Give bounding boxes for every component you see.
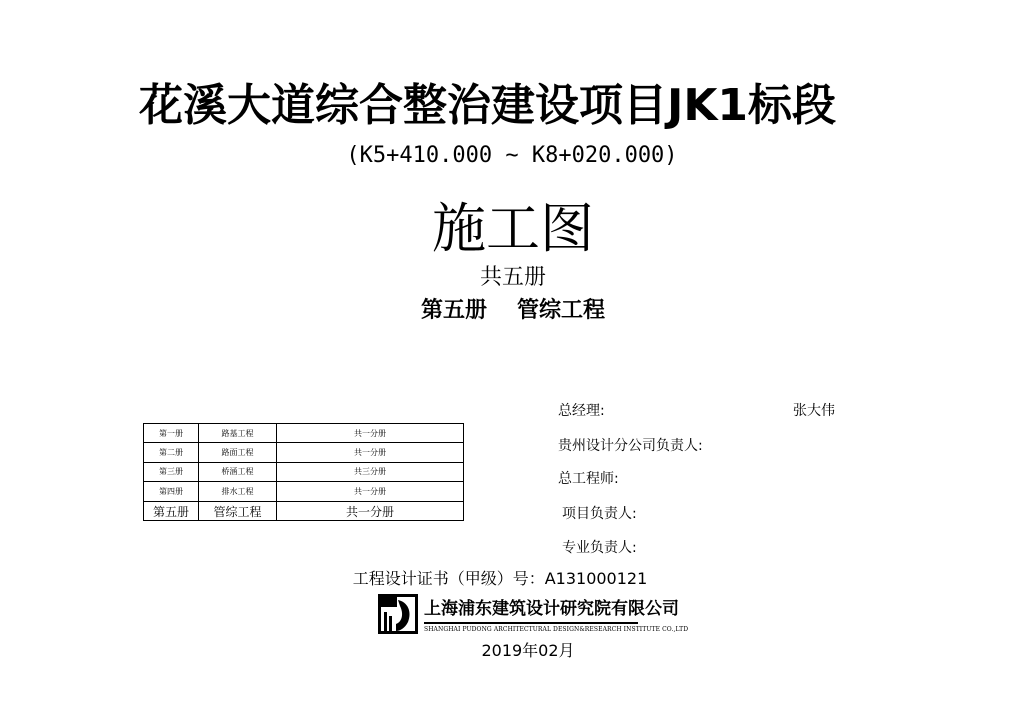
company-name-cn: 上海浦东建筑设计研究院有限公司 — [424, 599, 679, 619]
table-cell-volume: 第四册 — [144, 482, 199, 500]
project-title: 花溪大道综合整治建设项目JK1标段 — [138, 80, 837, 131]
table-row — [144, 424, 463, 443]
chainage-range: (K5+410.000 ~ K8+020.000) — [346, 143, 678, 168]
table-cell-books: 共一分册 — [354, 486, 386, 496]
volume-table — [143, 423, 464, 521]
current-volume — [0, 297, 1024, 325]
table-row — [144, 443, 463, 462]
table-cell-volume: 第二册 — [144, 443, 199, 461]
table-cell-volume: 第五册 — [144, 502, 199, 521]
table-cell-volume: 第一册 — [144, 424, 199, 442]
table-row — [144, 463, 463, 482]
company-logo-icon — [378, 594, 418, 634]
issue-date: 2019年02月 — [481, 641, 575, 660]
current-volume-name: 管综工程 — [517, 298, 606, 323]
table-cell-volume: 第三册 — [144, 463, 199, 481]
table-cell-name: 路面工程 — [199, 443, 277, 461]
design-certificate: 工程设计证书（甲级）号：A131000121 — [352, 569, 648, 588]
current-volume-number: 第五册 — [420, 298, 487, 323]
chief-engineer-label: 总工程师: — [558, 471, 619, 487]
specialty-lead-label: 专业负责人: — [562, 540, 637, 556]
table-cell-name: 排水工程 — [199, 482, 277, 500]
table-cell-name: 路基工程 — [199, 424, 277, 442]
logo-divider — [424, 622, 638, 624]
drawing-type: 施工图 — [432, 197, 594, 260]
total-volumes: 共五册 — [479, 265, 546, 290]
project-lead-label: 项目负责人: — [562, 506, 637, 522]
branch-lead-label: 贵州设计分公司负责人: — [558, 438, 703, 454]
table-cell-books: 共一分册 — [354, 428, 386, 438]
general-manager-name: 张大伟 — [793, 403, 835, 419]
table-cell-books: 共三分册 — [354, 467, 386, 477]
table-cell-books: 共一分册 — [354, 448, 386, 458]
table-row — [144, 482, 463, 501]
company-name-en: SHANGHAI PUDONG ARCHITECTURAL DESIGN&RESEARCH INSTITUTE CO.,LTD — [424, 626, 689, 633]
table-row-current — [144, 502, 463, 521]
general-manager-label: 总经理: — [558, 403, 605, 419]
table-cell-books: 共一分册 — [345, 504, 394, 519]
table-cell-name: 桥涵工程 — [199, 463, 277, 481]
table-cell-name: 管综工程 — [199, 502, 277, 521]
